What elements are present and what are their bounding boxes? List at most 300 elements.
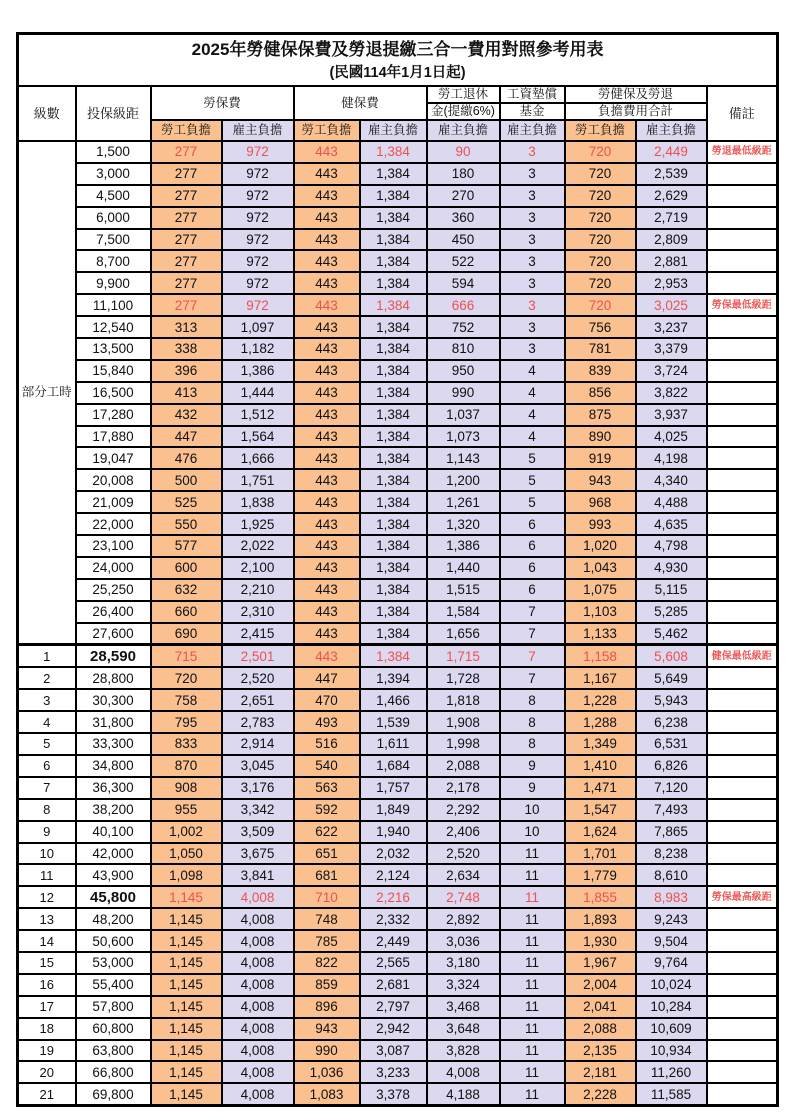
cell-labor-worker: 833: [151, 733, 222, 755]
cell-labor-worker: 277: [151, 207, 222, 229]
cell-bracket: 25,250: [76, 579, 151, 601]
cell-level: 3: [18, 689, 76, 711]
table-row: [18, 864, 778, 886]
cell-bracket: 7,500: [76, 229, 151, 251]
cell-health-worker: 710: [294, 886, 360, 908]
cell-remark: [707, 316, 778, 338]
table-row: [18, 1018, 778, 1040]
cell-labor-worker: 1,145: [151, 996, 222, 1018]
cell-pension-employer: 1,386: [427, 535, 500, 557]
cell-health-worker: 540: [294, 755, 360, 777]
cell-labor-worker: 1,145: [151, 908, 222, 930]
cell-wage-fund-employer: 8: [500, 711, 565, 733]
cell-wage-fund-employer: 10: [500, 821, 565, 843]
table-row: [18, 382, 778, 404]
cell-total-worker: 968: [565, 491, 636, 513]
cell-labor-worker: 660: [151, 601, 222, 623]
cell-wage-fund-employer: 7: [500, 667, 565, 689]
cell-labor-worker: 277: [151, 163, 222, 185]
cell-pension-employer: 1,515: [427, 579, 500, 601]
subheader-health-worker: 勞工負擔: [294, 120, 360, 141]
cell-bracket: 42,000: [76, 843, 151, 865]
cell-total-worker: 2,228: [565, 1083, 636, 1105]
cell-total-employer: 3,379: [636, 338, 707, 360]
cell-bracket: 24,000: [76, 557, 151, 579]
cell-total-worker: 1,103: [565, 601, 636, 623]
cell-labor-worker: 1,145: [151, 1040, 222, 1062]
cell-total-worker: 1,288: [565, 711, 636, 733]
cell-health-employer: 1,940: [360, 821, 427, 843]
cell-wage-fund-employer: 7: [500, 645, 565, 667]
cell-wage-fund-employer: 5: [500, 447, 565, 469]
cell-health-worker: 443: [294, 645, 360, 667]
cell-bracket: 33,300: [76, 733, 151, 755]
cell-pension-employer: 450: [427, 229, 500, 251]
cell-remark: [707, 250, 778, 272]
cell-wage-fund-employer: 3: [500, 294, 565, 316]
cell-health-worker: 990: [294, 1040, 360, 1062]
cell-total-employer: 6,531: [636, 733, 707, 755]
cell-wage-fund-employer: 3: [500, 272, 565, 294]
cell-labor-worker: 396: [151, 360, 222, 382]
cell-remark: 健保最低級距: [707, 645, 778, 667]
cell-wage-fund-employer: 7: [500, 601, 565, 623]
cell-bracket: 31,800: [76, 711, 151, 733]
cell-pension-employer: 2,178: [427, 777, 500, 799]
cell-wage-fund-employer: 6: [500, 513, 565, 535]
cell-bracket: 19,047: [76, 447, 151, 469]
cell-labor-employer: 1,097: [222, 316, 294, 338]
cell-health-employer: 1,466: [360, 689, 427, 711]
cell-labor-employer: 3,342: [222, 799, 294, 821]
cell-health-employer: 2,565: [360, 952, 427, 974]
cell-labor-worker: 313: [151, 316, 222, 338]
cell-pension-employer: 1,728: [427, 667, 500, 689]
cell-wage-fund-employer: 3: [500, 229, 565, 251]
cell-labor-worker: 955: [151, 799, 222, 821]
cell-total-employer: 10,609: [636, 1018, 707, 1040]
cell-bracket: 16,500: [76, 382, 151, 404]
cell-health-worker: 1,036: [294, 1061, 360, 1083]
cell-health-employer: 2,681: [360, 974, 427, 996]
cell-level: 7: [18, 777, 76, 799]
cell-total-employer: 10,024: [636, 974, 707, 996]
cell-remark: [707, 491, 778, 513]
cell-health-employer: 1,384: [360, 557, 427, 579]
cell-health-employer: 2,797: [360, 996, 427, 1018]
cell-pension-employer: 1,073: [427, 426, 500, 448]
cell-labor-employer: 972: [222, 272, 294, 294]
cell-health-worker: 443: [294, 382, 360, 404]
cell-pension-employer: 1,440: [427, 557, 500, 579]
table-row: [18, 513, 778, 535]
cell-total-employer: 7,493: [636, 799, 707, 821]
cell-total-worker: 2,041: [565, 996, 636, 1018]
cell-total-worker: 1,779: [565, 864, 636, 886]
col-header-pension-line1: 勞工退休: [427, 86, 500, 103]
cell-health-employer: 2,942: [360, 1018, 427, 1040]
cell-labor-worker: 1,145: [151, 1083, 222, 1105]
cell-total-employer: 2,629: [636, 185, 707, 207]
cell-level: 2: [18, 667, 76, 689]
cell-labor-employer: 3,509: [222, 821, 294, 843]
cell-total-worker: 1,624: [565, 821, 636, 843]
cell-labor-worker: 600: [151, 557, 222, 579]
cell-total-worker: 1,133: [565, 623, 636, 645]
cell-health-worker: 447: [294, 667, 360, 689]
cell-remark: [707, 1018, 778, 1040]
cell-labor-worker: 577: [151, 535, 222, 557]
cell-level: 12: [18, 886, 76, 908]
cell-total-worker: 839: [565, 360, 636, 382]
cell-remark: [707, 667, 778, 689]
cell-total-employer: 4,930: [636, 557, 707, 579]
table-row: [18, 799, 778, 821]
cell-wage-fund-employer: 6: [500, 535, 565, 557]
cell-total-worker: 1,043: [565, 557, 636, 579]
cell-labor-employer: 3,176: [222, 777, 294, 799]
cell-health-worker: 470: [294, 689, 360, 711]
cell-total-worker: 1,349: [565, 733, 636, 755]
col-header-remark: 備註: [707, 86, 778, 141]
cell-total-employer: 6,826: [636, 755, 707, 777]
table-row: [18, 886, 778, 908]
table-row: [18, 404, 778, 426]
cell-health-employer: 2,332: [360, 908, 427, 930]
cell-bracket: 34,800: [76, 755, 151, 777]
cell-labor-employer: 4,008: [222, 952, 294, 974]
cell-total-employer: 5,285: [636, 601, 707, 623]
cell-health-employer: 2,216: [360, 886, 427, 908]
table-row: [18, 250, 778, 272]
col-header-pension-line2: 金(提繳6%): [427, 103, 500, 120]
cell-labor-worker: 277: [151, 272, 222, 294]
table-row: [18, 360, 778, 382]
cell-level: 18: [18, 1018, 76, 1040]
cell-labor-worker: 1,145: [151, 1061, 222, 1083]
cell-pension-employer: 360: [427, 207, 500, 229]
table-row: [18, 1083, 778, 1105]
cell-bracket: 45,800: [76, 886, 151, 908]
cell-health-worker: 493: [294, 711, 360, 733]
cell-pension-employer: 1,143: [427, 447, 500, 469]
col-header-labor-insurance: 勞保費: [151, 86, 294, 120]
cell-health-worker: 943: [294, 1018, 360, 1040]
cell-health-employer: 1,384: [360, 316, 427, 338]
cell-pension-employer: 180: [427, 163, 500, 185]
table-row: [18, 469, 778, 491]
cell-health-employer: 1,384: [360, 294, 427, 316]
cell-total-employer: 3,025: [636, 294, 707, 316]
cell-total-worker: 1,893: [565, 908, 636, 930]
cell-pension-employer: 2,088: [427, 755, 500, 777]
cell-wage-fund-employer: 3: [500, 316, 565, 338]
cell-labor-employer: 1,386: [222, 360, 294, 382]
cell-total-worker: 875: [565, 404, 636, 426]
cell-labor-worker: 1,098: [151, 864, 222, 886]
cell-total-employer: 3,237: [636, 316, 707, 338]
cell-health-employer: 1,384: [360, 601, 427, 623]
cell-health-worker: 443: [294, 404, 360, 426]
cell-bracket: 43,900: [76, 864, 151, 886]
cell-pension-employer: 4,188: [427, 1083, 500, 1105]
cell-level: 11: [18, 864, 76, 886]
cell-wage-fund-employer: 9: [500, 777, 565, 799]
cell-health-worker: 896: [294, 996, 360, 1018]
cell-remark: [707, 733, 778, 755]
cell-remark: [707, 821, 778, 843]
table-row: [18, 491, 778, 513]
cell-total-employer: 9,243: [636, 908, 707, 930]
cell-level: 13: [18, 908, 76, 930]
cell-wage-fund-employer: 11: [500, 908, 565, 930]
cell-health-worker: 1,083: [294, 1083, 360, 1105]
cell-labor-worker: 1,145: [151, 886, 222, 908]
cell-pension-employer: 1,818: [427, 689, 500, 711]
cell-wage-fund-employer: 8: [500, 689, 565, 711]
cell-labor-employer: 4,008: [222, 1040, 294, 1062]
cell-labor-employer: 4,008: [222, 930, 294, 952]
cell-bracket: 63,800: [76, 1040, 151, 1062]
cell-level: 6: [18, 755, 76, 777]
cell-health-worker: 859: [294, 974, 360, 996]
cell-labor-worker: 1,145: [151, 930, 222, 952]
table-row: [18, 316, 778, 338]
table-row: [18, 294, 778, 316]
cell-bracket: 26,400: [76, 601, 151, 623]
cell-labor-employer: 1,751: [222, 469, 294, 491]
cell-total-worker: 919: [565, 447, 636, 469]
cell-remark: [707, 623, 778, 645]
cell-labor-employer: 2,651: [222, 689, 294, 711]
cell-pension-employer: 2,748: [427, 886, 500, 908]
cell-bracket: 40,100: [76, 821, 151, 843]
cell-total-worker: 720: [565, 207, 636, 229]
cell-wage-fund-employer: 9: [500, 755, 565, 777]
cell-bracket: 66,800: [76, 1061, 151, 1083]
cell-health-worker: 443: [294, 447, 360, 469]
cell-bracket: 8,700: [76, 250, 151, 272]
cell-remark: [707, 360, 778, 382]
cell-remark: [707, 843, 778, 865]
cell-health-worker: 443: [294, 535, 360, 557]
cell-bracket: 9,900: [76, 272, 151, 294]
cell-remark: [707, 996, 778, 1018]
cell-labor-worker: 1,145: [151, 1018, 222, 1040]
cell-wage-fund-employer: 3: [500, 141, 565, 163]
cell-health-employer: 1,384: [360, 513, 427, 535]
cell-wage-fund-employer: 3: [500, 185, 565, 207]
cell-labor-employer: 2,210: [222, 579, 294, 601]
cell-total-worker: 1,701: [565, 843, 636, 865]
premium-comparison-table: [16, 32, 779, 1107]
cell-health-employer: 1,384: [360, 404, 427, 426]
cell-pension-employer: 1,320: [427, 513, 500, 535]
cell-remark: [707, 799, 778, 821]
cell-wage-fund-employer: 11: [500, 930, 565, 952]
cell-bracket: 57,800: [76, 996, 151, 1018]
cell-remark: [707, 426, 778, 448]
cell-pension-employer: 1,037: [427, 404, 500, 426]
cell-remark: [707, 382, 778, 404]
cell-health-worker: 443: [294, 623, 360, 645]
cell-wage-fund-employer: 11: [500, 1018, 565, 1040]
subheader-total-employer: 雇主負擔: [636, 120, 707, 141]
cell-labor-worker: 690: [151, 623, 222, 645]
cell-total-employer: 4,025: [636, 426, 707, 448]
cell-health-worker: 785: [294, 930, 360, 952]
cell-labor-employer: 972: [222, 207, 294, 229]
table-row: [18, 535, 778, 557]
cell-health-employer: 2,124: [360, 864, 427, 886]
cell-total-worker: 1,547: [565, 799, 636, 821]
cell-total-worker: 756: [565, 316, 636, 338]
cell-health-worker: 443: [294, 338, 360, 360]
cell-health-employer: 1,539: [360, 711, 427, 733]
cell-labor-worker: 1,002: [151, 821, 222, 843]
cell-total-employer: 8,983: [636, 886, 707, 908]
cell-health-employer: 1,384: [360, 272, 427, 294]
cell-total-employer: 5,608: [636, 645, 707, 667]
cell-total-employer: 4,488: [636, 491, 707, 513]
cell-bracket: 28,800: [76, 667, 151, 689]
cell-bracket: 13,500: [76, 338, 151, 360]
cell-labor-worker: 1,050: [151, 843, 222, 865]
cell-health-employer: 1,384: [360, 623, 427, 645]
cell-remark: [707, 404, 778, 426]
cell-health-worker: 443: [294, 426, 360, 448]
cell-total-employer: 4,340: [636, 469, 707, 491]
cell-bracket: 22,000: [76, 513, 151, 535]
subheader-health-employer: 雇主負擔: [360, 120, 427, 141]
cell-total-employer: 9,504: [636, 930, 707, 952]
cell-total-worker: 720: [565, 272, 636, 294]
cell-total-worker: 781: [565, 338, 636, 360]
cell-total-worker: 720: [565, 185, 636, 207]
cell-wage-fund-employer: 11: [500, 996, 565, 1018]
cell-labor-employer: 972: [222, 229, 294, 251]
table-row: [18, 777, 778, 799]
cell-labor-employer: 4,008: [222, 1018, 294, 1040]
cell-bracket: 53,000: [76, 952, 151, 974]
cell-level: 16: [18, 974, 76, 996]
subheader-labor-employer: 雇主負擔: [222, 120, 294, 141]
cell-labor-employer: 2,914: [222, 733, 294, 755]
table-row: [18, 426, 778, 448]
cell-health-worker: 443: [294, 163, 360, 185]
cell-health-worker: 443: [294, 601, 360, 623]
table-row: [18, 974, 778, 996]
cell-pension-employer: 1,715: [427, 645, 500, 667]
cell-total-employer: 3,937: [636, 404, 707, 426]
cell-pension-employer: 2,634: [427, 864, 500, 886]
cell-labor-worker: 1,145: [151, 974, 222, 996]
table-row: [18, 272, 778, 294]
cell-health-employer: 1,384: [360, 382, 427, 404]
cell-remark: [707, 952, 778, 974]
cell-total-worker: 720: [565, 250, 636, 272]
table-row: [18, 908, 778, 930]
col-header-wage-fund-line1: 工資墊償: [500, 86, 565, 103]
cell-wage-fund-employer: 11: [500, 843, 565, 865]
cell-health-worker: 443: [294, 185, 360, 207]
cell-level: 20: [18, 1061, 76, 1083]
cell-total-employer: 5,943: [636, 689, 707, 711]
cell-total-worker: 890: [565, 426, 636, 448]
cell-remark: [707, 535, 778, 557]
cell-health-worker: 443: [294, 250, 360, 272]
table-row: [18, 645, 778, 667]
cell-labor-employer: 1,925: [222, 513, 294, 535]
cell-level: 1: [18, 645, 76, 667]
cell-total-worker: 720: [565, 294, 636, 316]
cell-bracket: 6,000: [76, 207, 151, 229]
table-row: [18, 447, 778, 469]
cell-bracket: 30,300: [76, 689, 151, 711]
cell-total-employer: 11,260: [636, 1061, 707, 1083]
cell-labor-employer: 1,444: [222, 382, 294, 404]
cell-total-employer: 10,284: [636, 996, 707, 1018]
cell-bracket: 36,300: [76, 777, 151, 799]
cell-labor-employer: 2,501: [222, 645, 294, 667]
cell-total-employer: 2,953: [636, 272, 707, 294]
cell-wage-fund-employer: 4: [500, 426, 565, 448]
cell-total-employer: 7,120: [636, 777, 707, 799]
col-header-total-line1: 勞健保及勞退: [565, 86, 707, 103]
cell-bracket: 20,008: [76, 469, 151, 491]
cell-pension-employer: 2,292: [427, 799, 500, 821]
cell-total-employer: 10,934: [636, 1040, 707, 1062]
cell-total-employer: 11,585: [636, 1083, 707, 1105]
cell-pension-employer: 594: [427, 272, 500, 294]
table-row: [18, 185, 778, 207]
cell-health-worker: 822: [294, 952, 360, 974]
cell-pension-employer: 990: [427, 382, 500, 404]
cell-health-employer: 1,384: [360, 535, 427, 557]
cell-health-worker: 443: [294, 491, 360, 513]
cell-bracket: 38,200: [76, 799, 151, 821]
cell-pension-employer: 752: [427, 316, 500, 338]
cell-remark: 勞保最高級距: [707, 886, 778, 908]
cell-level: 19: [18, 1040, 76, 1062]
cell-health-employer: 3,233: [360, 1061, 427, 1083]
cell-total-worker: 1,158: [565, 645, 636, 667]
cell-bracket: 3,000: [76, 163, 151, 185]
cell-labor-employer: 2,022: [222, 535, 294, 557]
cell-health-worker: 443: [294, 579, 360, 601]
table-row: [18, 338, 778, 360]
cell-labor-employer: 4,008: [222, 974, 294, 996]
table-row: [18, 579, 778, 601]
cell-bracket: 69,800: [76, 1083, 151, 1105]
table-row: [18, 930, 778, 952]
cell-total-employer: 8,610: [636, 864, 707, 886]
cell-pension-employer: 950: [427, 360, 500, 382]
table-row: [18, 821, 778, 843]
cell-remark: [707, 338, 778, 360]
table-row: [18, 229, 778, 251]
cell-total-employer: 4,198: [636, 447, 707, 469]
cell-health-employer: 1,384: [360, 141, 427, 163]
cell-total-employer: 3,724: [636, 360, 707, 382]
cell-wage-fund-employer: 11: [500, 1061, 565, 1083]
cell-labor-worker: 632: [151, 579, 222, 601]
cell-remark: [707, 557, 778, 579]
cell-bracket: 1,500: [76, 141, 151, 163]
title-row: [18, 34, 778, 87]
cell-labor-worker: 758: [151, 689, 222, 711]
cell-wage-fund-employer: 4: [500, 360, 565, 382]
